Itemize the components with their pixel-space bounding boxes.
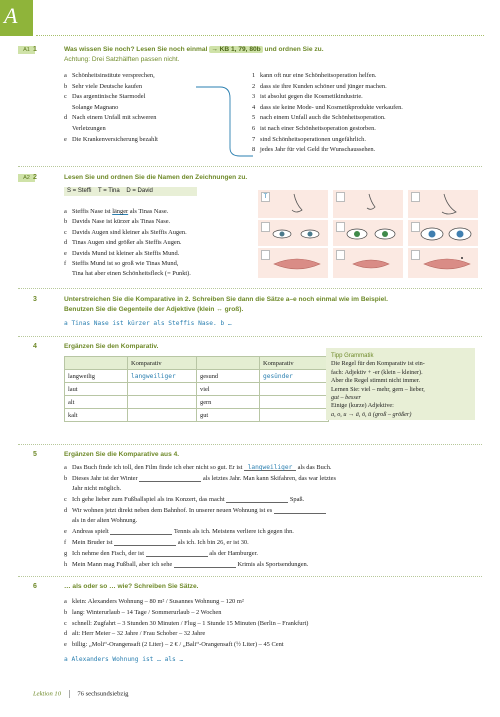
list-item	[64, 114, 156, 121]
chapter-header	[0, 0, 500, 40]
mouth-icon	[272, 254, 322, 274]
item-letter: e	[64, 249, 67, 257]
mouth-icon	[351, 255, 391, 273]
item-letter: 5	[252, 114, 256, 122]
item-letter: 6	[252, 125, 256, 132]
exercise-title: … als oder so … wie? Schreiben Sie Sätze.	[64, 583, 199, 590]
sentence-text: Mein Mann mag Fußball, aber ich sehe	[72, 561, 173, 568]
exercise-badge: A1	[18, 46, 35, 54]
list-item	[64, 270, 191, 277]
lesson-label: Lektion 10	[33, 690, 62, 698]
item-letter: 2	[252, 82, 256, 90]
page-footer	[33, 690, 128, 698]
answer-box[interactable]	[411, 222, 420, 232]
divider	[18, 336, 482, 337]
title-part: Was wissen Sie noch? Lesen Sie noch einmal	[64, 46, 210, 53]
example-answer: a Tinas Nase ist kürzer als Steffis Nase. b …	[64, 320, 232, 327]
comparative-cell[interactable]	[128, 396, 197, 409]
list-item	[64, 72, 155, 79]
item-letter: a	[64, 208, 67, 215]
answer-gap[interactable]	[110, 528, 172, 535]
item-text: Das argentinische Starmodel	[72, 93, 146, 101]
comparative-cell[interactable]	[128, 409, 197, 422]
exercise-subtitle: Achtung: Drei Satzhälften passen nicht.	[64, 56, 180, 63]
divider	[18, 444, 482, 445]
nose-drawing	[258, 190, 328, 218]
adjective-cell: alt	[65, 396, 128, 409]
nose-drawing	[408, 190, 478, 218]
matching-line	[180, 82, 260, 162]
item-text: billig: „Moli“-Orangensaft (2 Liter) – 2 € / „Bali“-Orangensaft (½ Liter) – 45 Cent	[72, 641, 284, 649]
item-text: Solange Magnano	[72, 103, 119, 111]
item-letter: c	[64, 93, 67, 101]
divider	[18, 288, 482, 289]
item-letter: 8	[252, 146, 256, 154]
page-word: sechsundsiebzig	[85, 690, 129, 698]
item-text: dass sie ihre Kunden schöner und jünger machen.	[260, 82, 387, 90]
item-letter: b	[64, 608, 68, 616]
mouth-drawing	[258, 248, 328, 278]
item-letter: c	[64, 619, 67, 627]
answer-box[interactable]: T	[261, 192, 270, 202]
sentence-text: Dieses Jahr ist der Winter	[72, 475, 138, 482]
tip-line: Aber die Regel stimmt nicht immer.	[331, 377, 421, 385]
sentence-text: Mein Bruder ist	[72, 539, 113, 546]
header-cell	[197, 357, 260, 370]
sentence-a: a Das Buch finde ich toll, den Film finde ich eher nicht so gut. Er ist langweiliger als das Buch.	[64, 464, 332, 471]
sentence-text: Krimis als Sportsendungen.	[237, 561, 309, 568]
item-text: jedes Jahr für viel Geld ihr Wunschaussehen.	[260, 146, 376, 154]
item-text: Sehr viele Deutsche kaufen	[72, 82, 143, 90]
item-text: lang: Winterurlaub – 14 Tage / Sommerurlaub – 2 Wochen	[72, 608, 222, 616]
answer-box[interactable]	[336, 250, 345, 260]
item-letter: a	[64, 72, 67, 79]
comparative-cell[interactable]: gesünder	[260, 370, 329, 383]
answer-box[interactable]	[336, 192, 345, 202]
item-letter: f	[64, 260, 67, 267]
answer-box[interactable]	[261, 250, 270, 260]
example-answer: a Alexanders Wohnung ist … als …	[64, 656, 184, 663]
answer-gap[interactable]: langweiliger	[244, 464, 296, 471]
eyes-icon	[345, 226, 401, 242]
sentence-e: e Andreas spielt Tennis als ich. Meistens verliere ich gegen ihn.	[64, 528, 294, 535]
grammar-tip-box	[326, 348, 475, 420]
adjective-cell: gesund	[197, 370, 260, 383]
sentence-b-cont: Jahr nicht möglich.	[72, 485, 122, 492]
divider	[18, 166, 482, 167]
sentence-text: als das Buch.	[295, 464, 332, 471]
item-letter: c	[64, 228, 67, 236]
list-item	[64, 93, 145, 100]
table-row	[65, 370, 329, 383]
list-item	[64, 598, 244, 605]
list-item	[252, 125, 376, 132]
nose-drawing	[333, 190, 403, 218]
tip-line: Die Regel für den Komparativ ist ein-	[331, 360, 425, 368]
sentence-text: als ich. Ich bin 26, er ist 30.	[177, 539, 249, 546]
list-item	[252, 93, 363, 100]
item-text: sind Schönheitsoperationen ungefährlich.	[260, 135, 366, 143]
exercise-title: Ergänzen Sie den Komparativ.	[64, 343, 159, 350]
list-item	[252, 114, 386, 121]
sentence-text: Wir wohnen jetzt direkt neben dem Bahnhof. In unserer neuen Wohnung ist es	[72, 507, 273, 514]
eyes-drawing	[333, 220, 403, 246]
item-text: Davids Augen sind kleiner als Steffis Augen.	[72, 228, 187, 236]
header-cell: Komparativ	[128, 357, 197, 370]
exercise-number: 2	[33, 174, 37, 181]
list-item	[252, 146, 375, 153]
answer-box[interactable]	[411, 250, 420, 260]
sentence-c: c Ich gehe lieber zum Fußballspiel als ins Konzert, das macht Spaß.	[64, 496, 305, 503]
adjective-cell: gut	[197, 409, 260, 422]
sentence-b: b Dieses Jahr ist der Winter als letztes Jahr. Man kann Skifahren, das war letztes	[64, 475, 336, 482]
list-item	[64, 104, 118, 111]
exercise-number: 3	[33, 296, 37, 303]
list-item	[64, 229, 187, 236]
exercise-title-2: Benutzen Sie die Gegenteile der Adjektive (klein ↔ groß).	[64, 306, 244, 313]
tip-line: gut – besser	[331, 394, 361, 402]
sentence-text: Ich gehe lieber zum Fußballspiel als ins Konzert, das macht	[72, 496, 225, 503]
item-letter: 1	[252, 72, 256, 79]
sentence-text: Ich nehme den Fisch, der ist	[72, 550, 145, 557]
nose-icon	[363, 192, 387, 216]
answer-gap[interactable]	[114, 539, 176, 546]
item-text: Tina hat aber einen Schönheitsfleck (= Punkt).	[72, 270, 191, 278]
item-letter: d	[64, 630, 68, 638]
list-item	[64, 125, 106, 132]
item-letter: 4	[252, 103, 256, 111]
tip-title: Tipp Grammatik	[331, 353, 374, 359]
adjective-cell: viel	[197, 383, 260, 396]
face-drawings	[258, 190, 480, 280]
exercise-title: Unterstreichen Sie die Komparative in 2. Schreiben Sie dann die Sätze a–e noch einmal wie im Beispiel.	[64, 296, 388, 303]
item-text: alt: Herr Meier – 32 Jahre / Frau Schober – 32 Jahre	[72, 630, 206, 638]
list-item	[64, 609, 221, 616]
list-item	[64, 260, 178, 267]
list-item	[64, 136, 158, 143]
chapter-letter: A	[4, 3, 18, 28]
list-item	[64, 620, 308, 627]
adjective-cell: gern	[197, 396, 260, 409]
sentence-text: als letztes Jahr. Man kann Skifahren, das war letztes	[202, 475, 336, 482]
list-item	[252, 83, 387, 90]
item-text: Die Krankenversicherung bezahlt	[72, 135, 158, 143]
item-letter: 7	[252, 135, 256, 143]
list-item	[252, 104, 403, 111]
comparative-table	[64, 356, 329, 422]
exercise-number: 5	[33, 451, 37, 458]
list-item	[64, 641, 284, 648]
answer-box[interactable]	[411, 192, 420, 202]
item-text: schnell: Zugfahrt – 3 Stunden 30 Minuten / Flug – 1 Stunde 15 Minuten (Berlin – Frankfurt)	[72, 619, 309, 627]
adjective-cell: kalt	[65, 409, 128, 422]
item-text: dass sie keine Mode- und Kosmetikprodukte verkaufen.	[260, 103, 403, 111]
answer-gap[interactable]	[139, 475, 201, 482]
item-letter: b	[64, 82, 68, 90]
item-text: ist absolut gegen die Kosmetikindustrie.	[260, 93, 363, 101]
item-text: ist nach einer Schönheitsoperation gestorben.	[260, 125, 376, 132]
eyes-drawing	[408, 220, 478, 246]
reference-tag: → KB 1, 79, 80b	[211, 46, 261, 53]
list-item	[252, 72, 376, 79]
header-dotted-line	[36, 35, 484, 36]
tip-line: Lernen Sie: viel – mehr, gern – lieber,	[331, 385, 425, 393]
exercise-title: Lesen Sie und ordnen Sie die Namen den Zeichnungen zu.	[64, 174, 248, 181]
nose-icon	[288, 192, 312, 216]
page-number: 76	[77, 690, 84, 698]
item-letter: 3	[252, 93, 256, 101]
item-text: Steffis Nase ist länger als Tinas Nase.	[72, 208, 169, 215]
answer-box[interactable]	[336, 222, 345, 232]
adjective-cell: langweilig	[65, 370, 128, 383]
exercise-number: 6	[33, 583, 37, 590]
sentence-d: d Wir wohnen jetzt direkt neben dem Bahnhof. In unserer neuen Wohnung ist es	[64, 507, 326, 514]
mouth-drawing	[333, 248, 403, 278]
exercise-badge: A2	[18, 174, 35, 182]
mouth-icon	[422, 254, 472, 274]
exercise-number: 4	[33, 343, 37, 350]
answer-gap[interactable]	[274, 507, 326, 514]
table-row	[65, 396, 329, 409]
list-item	[64, 218, 170, 225]
item-letter: a	[64, 598, 67, 605]
table-header-row	[65, 357, 329, 370]
answer-box[interactable]	[261, 222, 270, 232]
exercise-number: 1	[33, 46, 37, 53]
underlined-comparative: länger	[112, 208, 129, 215]
item-text: Nach einem Unfall mit schweren	[72, 114, 157, 122]
answer-gap[interactable]	[226, 496, 288, 503]
list-item	[64, 630, 205, 637]
header-cell: Komparativ	[260, 357, 329, 370]
sentence-text: Tennis als ich. Meistens verliere ich gegen ihn.	[173, 528, 294, 535]
item-text: Davids Mund ist kleiner als Steffis Mund.	[72, 249, 180, 257]
table-row	[65, 383, 329, 396]
sentence-text: als der Hamburger.	[209, 550, 258, 557]
nose-icon	[438, 192, 462, 216]
comparative-cell[interactable]	[128, 383, 197, 396]
divider	[18, 576, 482, 577]
item-text: Schönheitsinstitute versprechen,	[72, 72, 155, 79]
sentence-h: h Mein Mann mag Fußball, aber ich sehe Krimis als Sportsendungen.	[64, 561, 309, 568]
list-item	[64, 239, 182, 246]
adjective-cell: laut	[65, 383, 128, 396]
exercise-title	[64, 46, 324, 53]
comparative-cell[interactable]	[260, 383, 329, 396]
sentence-d-cont: als in der alten Wohnung.	[72, 517, 138, 524]
item-text: Verletzungen	[72, 125, 106, 132]
item-letter: d	[64, 239, 68, 247]
item-text: klein: Alexanders Wohnung – 80 m² / Susannes Wohnung – 120 m²	[72, 598, 244, 605]
item-text: Davids Nase ist kürzer als Tinas Nase.	[72, 218, 171, 226]
header-cell	[65, 357, 128, 370]
item-letter: e	[64, 641, 67, 649]
eyes-icon	[420, 226, 476, 242]
footer-divider	[69, 690, 70, 698]
comparative-cell[interactable]: langweiliger	[128, 370, 197, 383]
sentence-text: Das Buch finde ich toll, den Film finde ich eher nicht so gut. Er ist	[72, 464, 244, 471]
list-item	[252, 136, 366, 143]
mouth-drawing	[408, 248, 478, 278]
eyes-drawing	[258, 220, 328, 246]
answer-gap[interactable]	[146, 550, 208, 557]
tip-line: a, o, u → ä, ö, ü (groß – größer)	[331, 410, 412, 418]
item-letter: d	[64, 114, 68, 122]
item-text: Tinas Augen sind größer als Steffis Augen.	[72, 239, 182, 247]
sentence-f: f Mein Bruder ist als ich. Ich bin 26, er ist 30.	[64, 539, 249, 546]
exercise-title: Ergänzen Sie die Komparative aus 4.	[64, 451, 180, 458]
comparative-cell[interactable]	[260, 396, 329, 409]
item-letter: b	[64, 218, 68, 226]
sentence-text: Spaß.	[289, 496, 305, 503]
item-letter: e	[64, 135, 67, 143]
title-part: und ordnen Sie zu.	[262, 46, 324, 53]
table-row	[65, 409, 329, 422]
item-text: Steffis Mund ist so groß wie Tinas Mund,	[72, 260, 179, 267]
answer-gap[interactable]	[174, 561, 236, 568]
list-item	[64, 208, 168, 215]
item-text: kann oft nur eine Schönheitsoperation helfen.	[260, 72, 377, 79]
sentence-g: g Ich nehme den Fisch, der ist als der Hamburger.	[64, 550, 258, 557]
list-item	[64, 83, 142, 90]
eyes-icon	[270, 226, 326, 242]
sentence-text: Andreas spielt	[72, 528, 109, 535]
comparative-cell[interactable]	[260, 409, 329, 422]
tip-line: Einige (kurze) Adjektive:	[331, 402, 394, 410]
tip-line: fach: Adjektiv + -er (klein – kleiner).	[331, 368, 423, 376]
list-item	[64, 250, 179, 257]
name-legend: S = Steffi T = Tina D = David	[64, 187, 197, 196]
item-text: nach einem Unfall auch die Schönheitsoperation.	[260, 114, 386, 122]
